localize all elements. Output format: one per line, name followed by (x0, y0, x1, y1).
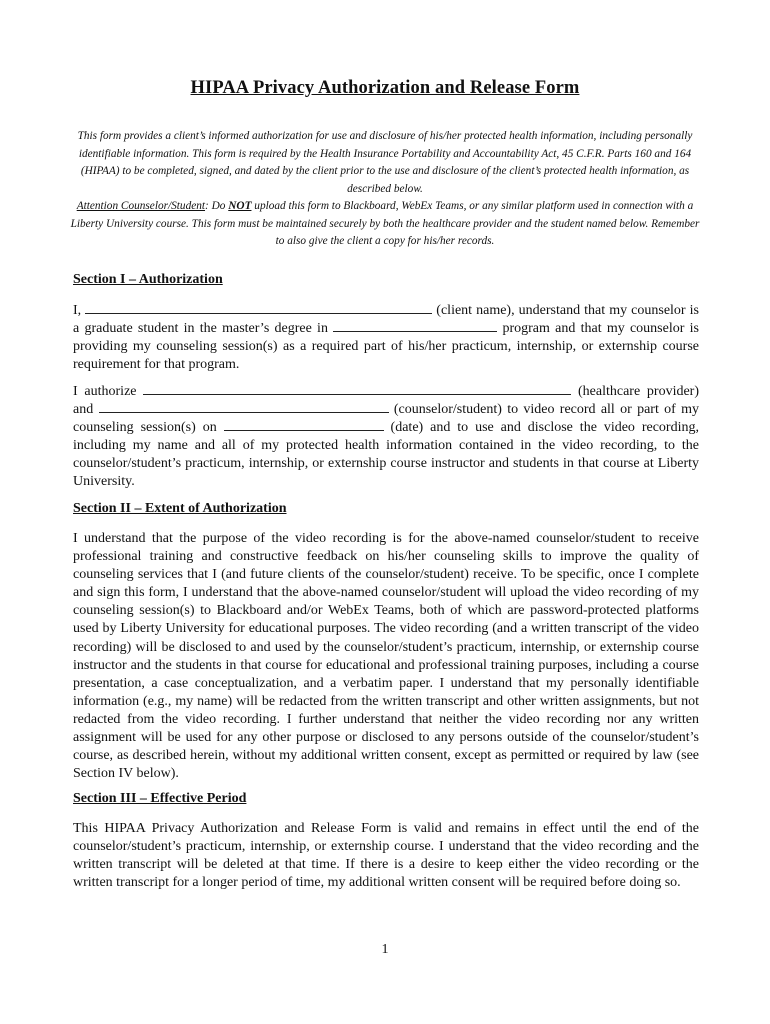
session-date-field[interactable] (224, 419, 384, 431)
section-1-paragraph-1 (73, 302, 699, 374)
s1p1-text-c: program and that my counselor is providing my counseling session(s) as a required part of his/her practicum, internship, or externship course requirement for that program. (73, 321, 699, 373)
section-1-paragraph-2 (73, 383, 699, 492)
degree-program-field[interactable] (333, 320, 497, 332)
section-2-heading: Section II – Extent of Authorization (73, 501, 287, 516)
attention-notice (70, 198, 700, 251)
section-1-heading: Section I – Authorization (73, 272, 223, 287)
client-name-field[interactable] (85, 302, 432, 314)
s1p2-text-c: (counselor/student) to video record all or part of my counseling session(s) on (73, 402, 699, 436)
s1p1-text-a: I, (73, 303, 86, 318)
section-2-body: I understand that the purpose of the video recording is for the above-named counselor/student to receive professional training and constructive feedback on his/her counseling skills to improve the quality of counseling services that I (and future clients of the counselor/student) receive. To be specific, once I complete and sign this form, I understand that the above-named counselor/student will upload the video recording of my counseling session(s) to Blackboard and/or WebEx Teams, both of which are password-protected platforms used by Liberty University for educational purposes. The video recording (and a written transcript of the video recording) will be disclosed to and used by the counselor/student’s practicum, internship, or externship course instructor and the students in that course for educational and professional training purposes, including a course presentation, a case conceptualization, and a verbatim paper. I understand that my personally identifiable information (e.g., my name) will be redacted from the written transcript and other written assignments, but not redacted from the video recording. I further understand that neither the video recording nor any written assignment will be used for any other purpose or disclosed to any persons outside of the counselor/student’s course, as described herein, without my additional written consent, except as permitted or required by law (see Section IV below). (73, 531, 699, 782)
s1p2-text-d: (date) and to use and disclose the video recording, including my name and all of my protected health information contained in the video recording, to the counselor/student’s practicum, internship, or externship course instructor and students in that course at Liberty University. (73, 420, 699, 490)
page-number: 1 (381, 942, 389, 957)
section-3-heading: Section III – Effective Period (73, 791, 247, 806)
attention-emphasis: NOT (228, 200, 252, 212)
attention-label: Attention Counselor/Student (76, 200, 206, 212)
section-3-body: This HIPAA Privacy Authorization and Release Form is valid and remains in effect until the end of the counselor/student’s practicum, internship, or externship course. I understand that the video recording and the written transcript will be deleted at that time. If there is a desire to keep either the video recording or the written transcript for a longer period of time, my additional written consent will be required before doing so. (73, 821, 699, 891)
page-title: HIPAA Privacy Authorization and Release Form (190, 78, 580, 98)
attention-post: upload this form to Blackboard, WebEx Teams, or any similar platform used in connection with a Liberty University course. This form must be maintained securely by both the healthcare provider and the student named below. Remember to also give the client a copy for his/her records. (70, 200, 700, 247)
counselor-student-field[interactable] (99, 401, 389, 413)
s1p2-text-b: (healthcare provider) and (73, 384, 700, 418)
intro-text: This form provides a client’s informed authorization for use and disclosure of his/her protected health information, including personally identifiable information. This form is required by the Health Insurance Portability and Accountability Act, 45 C.F.R. Parts 160 and 164 (HIPAA) to be completed, signed, and dated by the client prior to the use and disclosure of the client’s protected health information, as described below. (77, 130, 693, 195)
attention-pre: : Do (205, 200, 229, 212)
s1p1-text-b: (client name), understand that my counselor is a graduate student in the master’s degree in (73, 303, 699, 337)
s1p2-text-a: I authorize (73, 384, 144, 399)
healthcare-provider-field[interactable] (143, 383, 571, 395)
